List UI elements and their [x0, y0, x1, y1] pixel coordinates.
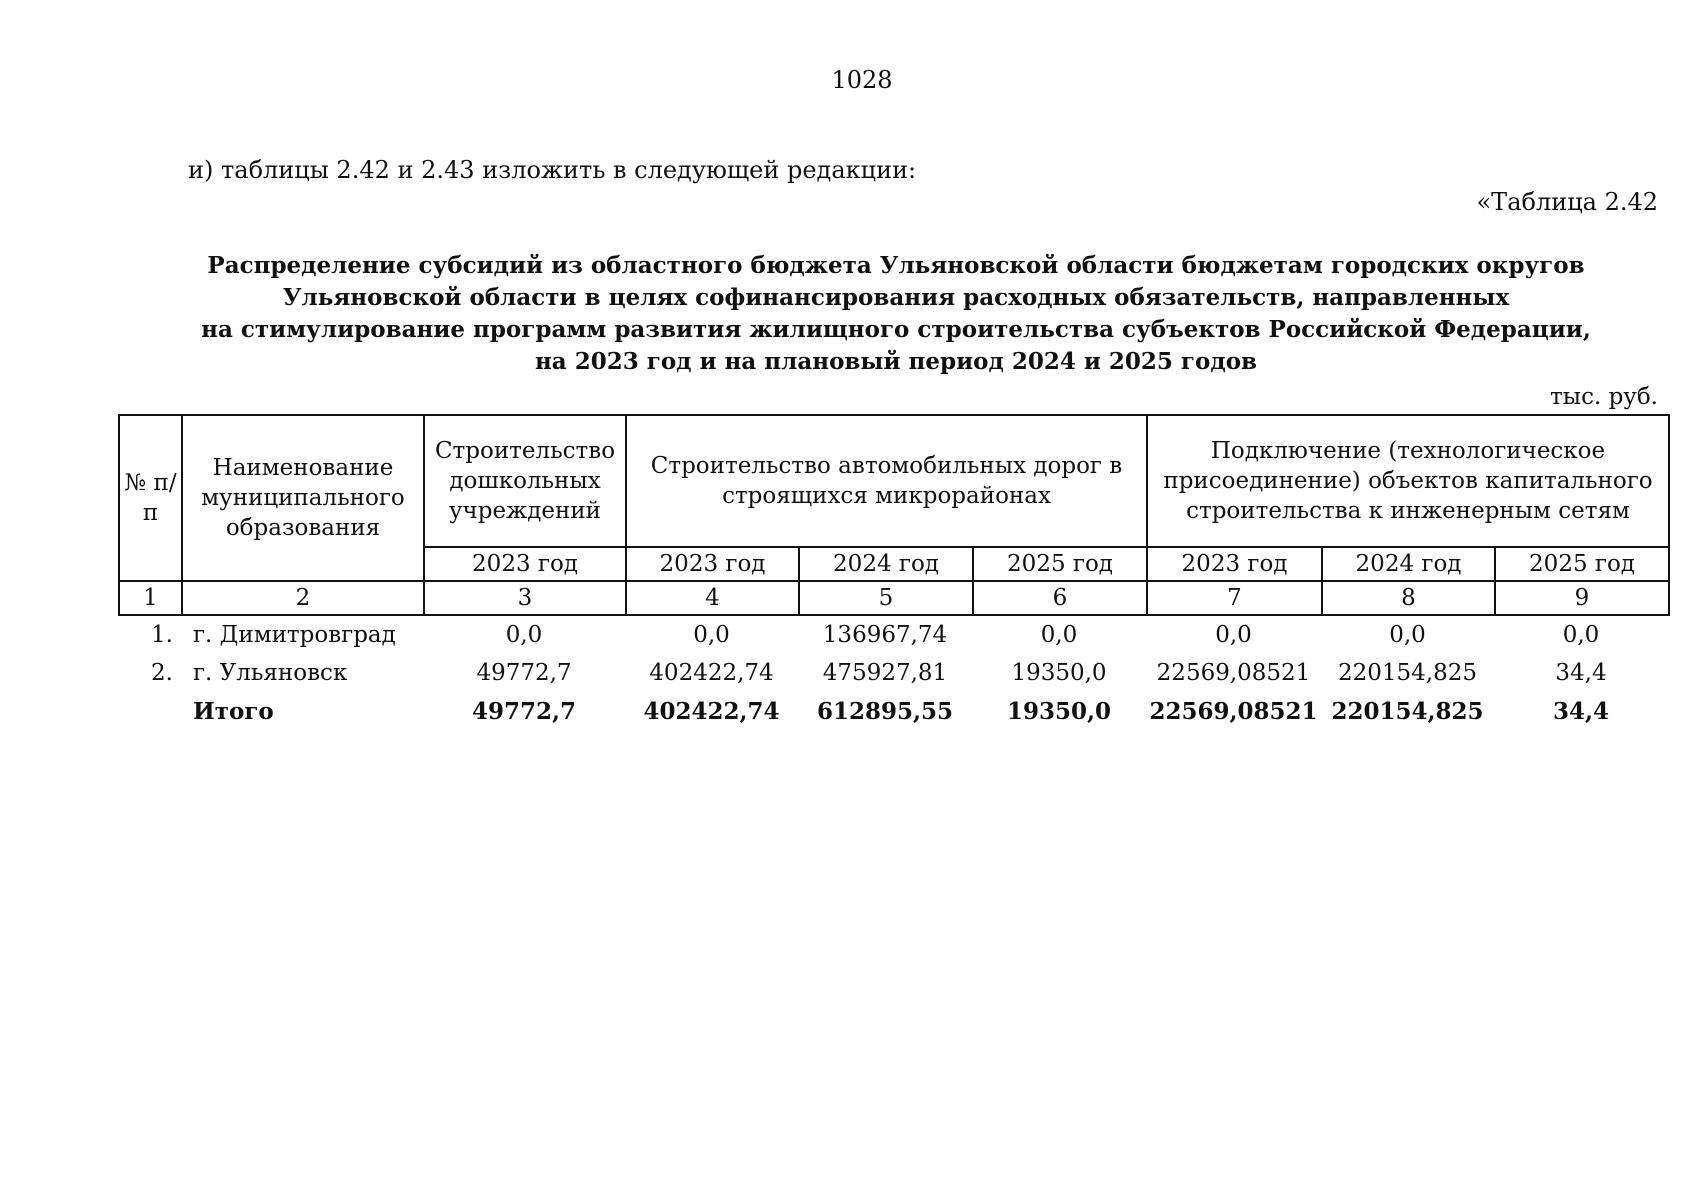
value-cell: 49772,7 — [476, 660, 572, 686]
value-cell: 34,4 — [1555, 660, 1607, 686]
header-year: 2023 год — [1147, 547, 1322, 581]
total-value: 34,4 — [1552, 697, 1610, 725]
total-label: Итого — [193, 697, 274, 725]
value-cell: 0,0 — [1562, 622, 1600, 648]
municipality-name: г. Димитровград — [193, 622, 396, 648]
title-line: на стимулирование программ развития жилищного строительства субъектов Российской Федерации, — [201, 316, 1591, 343]
header-connection: Подключение (технологическое присоединение) объектов капитального строительства к инженерным сетям — [1147, 415, 1669, 547]
value-cell: 220154,825 — [1337, 660, 1477, 686]
header-preschool: Строительство дошкольных учреждений — [424, 415, 626, 547]
value-cell: 19350,0 — [1011, 660, 1107, 686]
value-cell: 0,0 — [1389, 622, 1426, 648]
header-num: № п/п — [119, 415, 182, 581]
total-value: 22569,08521 — [1149, 697, 1318, 725]
total-value: 402422,74 — [643, 697, 780, 725]
total-value: 19350,0 — [1006, 697, 1112, 725]
table-header — [118, 414, 1670, 616]
column-number: 4 — [626, 581, 799, 615]
unit-label: тыс. руб. — [1550, 384, 1658, 410]
value-cell: 0,0 — [505, 622, 543, 648]
column-number: 8 — [1322, 581, 1495, 615]
header-year: 2024 год — [799, 547, 973, 581]
row-number: 1. — [151, 622, 173, 648]
value-cell: 136967,74 — [822, 622, 948, 648]
value-cell: 0,0 — [1040, 622, 1078, 648]
header-year: 2025 год — [973, 547, 1147, 581]
column-number: 7 — [1147, 581, 1322, 615]
header-year: 2023 год — [424, 547, 626, 581]
table-label: «Таблица 2.42 — [1476, 188, 1658, 216]
column-number: 9 — [1495, 581, 1669, 615]
row-number — [118, 692, 181, 730]
header-year: 2025 год — [1495, 547, 1669, 581]
value-cell: 0,0 — [693, 622, 730, 648]
total-value: 220154,825 — [1331, 697, 1484, 725]
page-number: 1028 — [831, 66, 893, 94]
value-cell: 22569,08521 — [1156, 660, 1311, 686]
title-line: на 2023 год и на плановый период 2024 и 2025 годов — [534, 348, 1258, 375]
table-row — [118, 654, 1668, 692]
row-number: 2. — [151, 660, 173, 686]
header-name: Наименование муниципального образования — [182, 415, 424, 581]
header-year: 2023 год — [626, 547, 799, 581]
header-roads: Строительство автомобильных дорог в строящихся микрорайонах — [626, 415, 1147, 547]
total-row — [118, 692, 1668, 730]
value-cell: 475927,81 — [822, 660, 948, 686]
title-line: Распределение субсидий из областного бюджета Ульяновской области бюджетам городских округов — [207, 252, 1585, 279]
table-body — [118, 616, 1668, 730]
intro-text: и) таблицы 2.42 и 2.43 изложить в следующей редакции: — [188, 156, 917, 184]
municipality-name: г. Ульяновск — [193, 660, 348, 686]
value-cell: 402422,74 — [649, 660, 774, 686]
header-year: 2024 год — [1322, 547, 1495, 581]
column-number: 2 — [182, 581, 424, 615]
column-number: 6 — [973, 581, 1147, 615]
table-row — [118, 616, 1668, 654]
column-number: 1 — [119, 581, 182, 615]
column-number: 5 — [799, 581, 973, 615]
value-cell: 0,0 — [1215, 622, 1252, 648]
table-title — [120, 250, 1672, 378]
total-value: 612895,55 — [816, 697, 954, 725]
column-number: 3 — [424, 581, 626, 615]
title-line: Ульяновской области в целях софинансирования расходных обязательств, направленных — [282, 284, 1510, 311]
total-value: 49772,7 — [471, 697, 577, 725]
